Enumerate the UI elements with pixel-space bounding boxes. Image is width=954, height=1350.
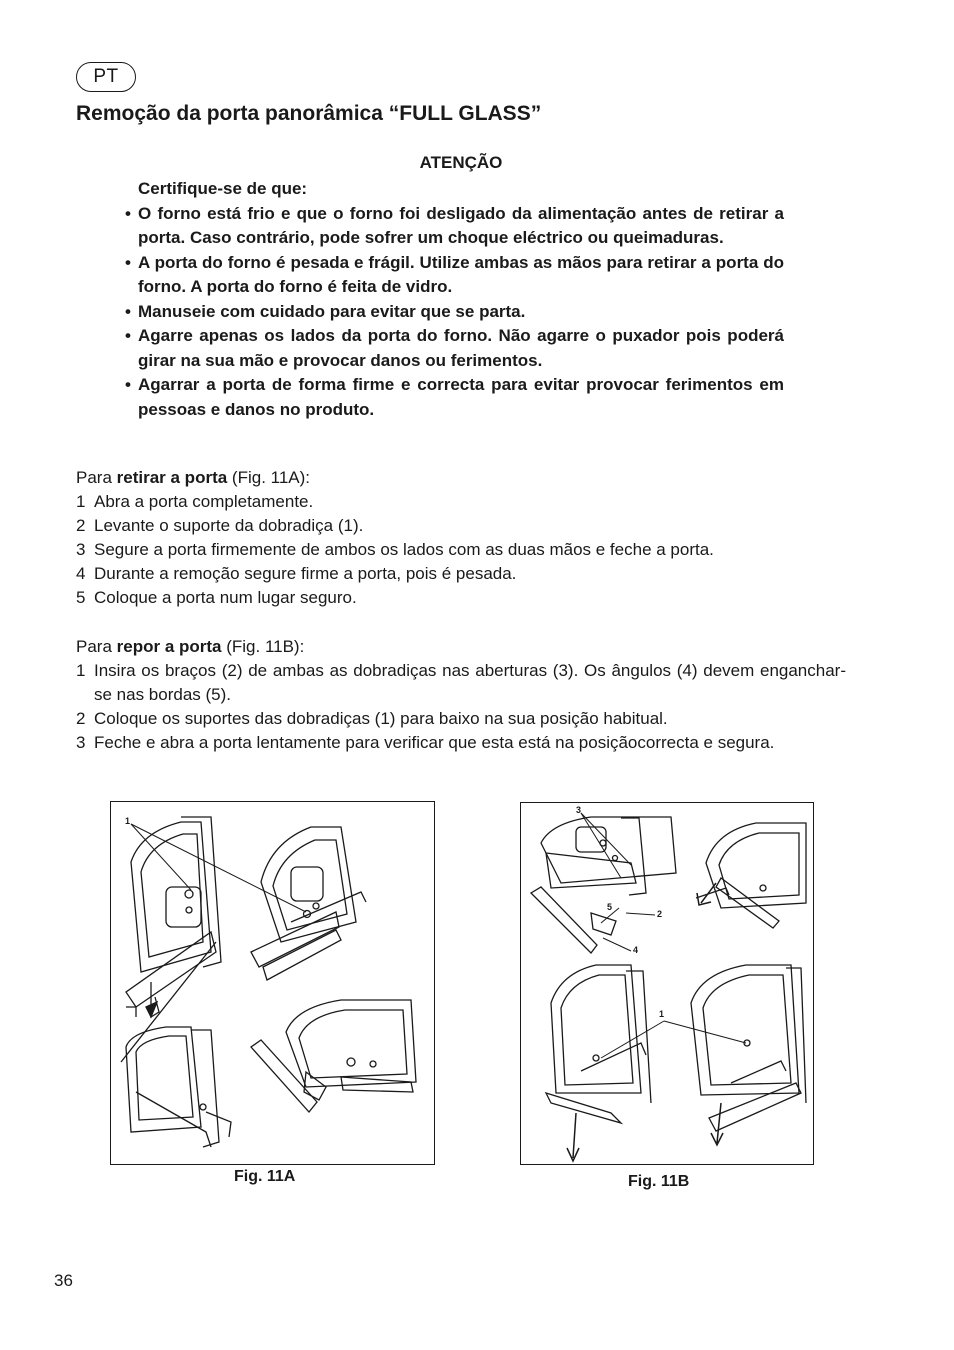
- figure-11b: [520, 802, 814, 1165]
- remove-step: 5 Coloque a porta num lugar seguro.: [76, 588, 357, 607]
- warning-bullet: • Agarrar a porta de forma firme e correcta para evitar provocar ferimentos em pessoas e danos no produto.: [125, 375, 784, 419]
- figure-11a-caption: Fig. 11A: [234, 1168, 296, 1185]
- remove-intro: Para retirar a porta (Fig. 11A):: [76, 468, 311, 487]
- warning-bullet: • O forno está frio e que o forno foi desligado da alimentação antes de retirar a porta. Caso contrário, pode sofrer um choque eléctrico ou queimaduras.: [125, 203, 784, 247]
- remove-step: 2 Levante o suporte da dobradiça (1).: [76, 516, 364, 535]
- figure-11a: [110, 801, 435, 1165]
- fig11a-panel-remove-door: [251, 1000, 416, 1112]
- figure-11a-illustration: [111, 802, 434, 1164]
- replace-step: 2 Coloque os suportes das dobradiças (1) para baixo na sua posição habitual.: [76, 709, 668, 728]
- fig11a-panel-close-door: [126, 1027, 231, 1147]
- fig11b-panel-angle-hooks: [696, 823, 806, 928]
- warning-bullet: • A porta do forno é pesada e frágil. Utilize ambas as mãos para retirar a porta do forno. A porta do forno é feita de vidro.: [125, 252, 784, 296]
- replace-step: 1 Insira os braços (2) de ambas as dobradiças nas aberturas (3). Os ângulos (4) devem enganchar-se nas bordas (5).: [76, 661, 846, 704]
- fig11b-panel-lower-hinge: [546, 965, 651, 1123]
- fig11b-panel-close-check: [691, 965, 806, 1131]
- fig11a-callout-1: 1: [125, 816, 131, 826]
- language-badge: PT: [76, 62, 136, 92]
- fig11b-callout-2: 2: [657, 909, 663, 919]
- figure-11b-illustration: [521, 803, 813, 1164]
- remove-door-section: [76, 466, 846, 610]
- remove-step: 4 Durante a remoção segure firme a porta, pois é pesada.: [76, 564, 517, 583]
- fig11b-callout-5: 5: [607, 902, 613, 912]
- replace-door-section: [76, 635, 846, 755]
- figure-11b-caption: Fig. 11B: [628, 1173, 690, 1190]
- fig11b-callout-1: 1: [659, 1009, 665, 1019]
- remove-step: 3 Segure a porta firmemente de ambos os lados com as duas mãos e feche a porta.: [76, 540, 714, 559]
- fig11b-panel-insert-arms: [531, 817, 676, 953]
- replace-intro: Para repor a porta (Fig. 11B):: [76, 637, 305, 656]
- warning-block: [125, 177, 784, 422]
- remove-step: 1 Abra a porta completamente.: [76, 492, 314, 511]
- page-title: Remoção da porta panorâmica “FULL GLASS”: [76, 102, 542, 125]
- fig11a-panel-lift-hinge: [251, 827, 366, 980]
- warning-bullet: • Manuseie com cuidado para evitar que se parta.: [125, 301, 526, 321]
- fig11a-panel-open-door: [121, 817, 221, 1062]
- replace-step: 3 Feche e abra a porta lentamente para verificar que esta está na posiçãocorrecta e segura.: [76, 733, 775, 752]
- page-number: 36: [54, 1271, 73, 1290]
- fig11b-callout-4: 4: [633, 945, 639, 955]
- warning-heading: ATENÇÃO: [419, 153, 503, 172]
- fig11b-callout-3: 3: [576, 805, 582, 815]
- warning-intro: Certifique-se de que:: [138, 179, 308, 198]
- warning-bullet: • Agarre apenas os lados da porta do forno. Não agarre o puxador pois poderá girar na sua mão e provocar danos ou ferimentos.: [125, 326, 784, 370]
